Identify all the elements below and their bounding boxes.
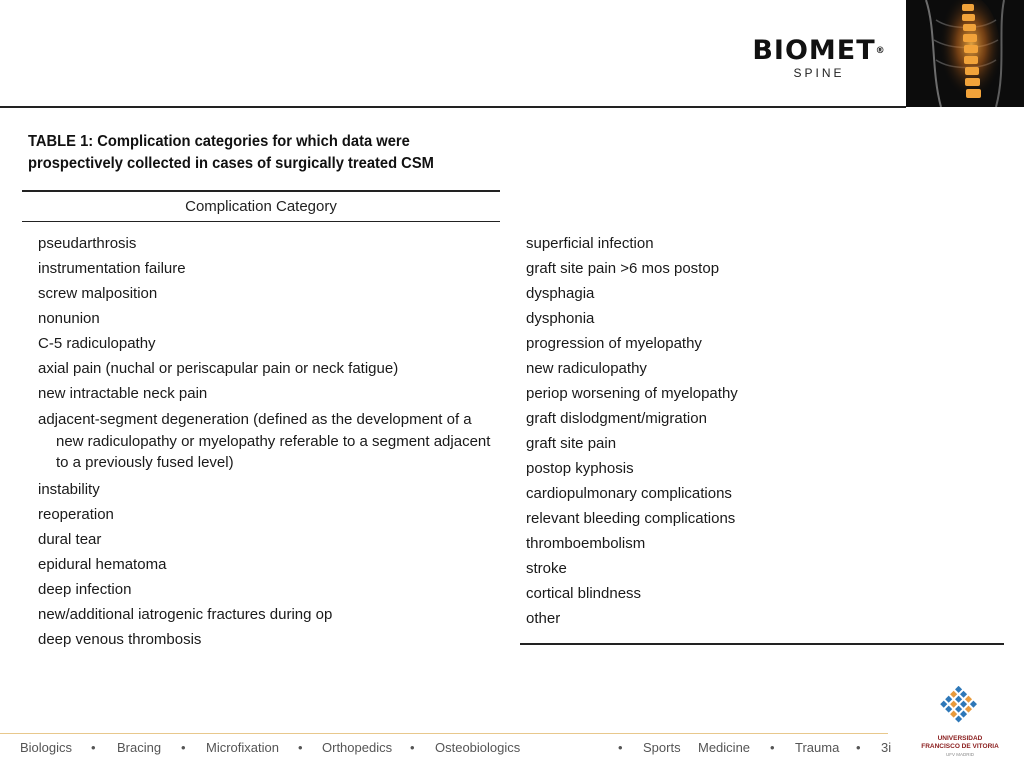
list-item: deep venous thrombosis <box>38 630 202 648</box>
table-title-line-2: prospectively collected in cases of surgically treated CSM <box>28 155 434 172</box>
footer-item-sports: Sports <box>643 740 681 755</box>
list-item: pseudarthrosis <box>38 235 137 252</box>
list-item: axial pain (nuchal or periscapular pain or neck fatigue) <box>38 360 399 377</box>
list-item: progression of myelopathy <box>526 335 702 352</box>
university-name-line-3: UFV MADRID <box>946 752 974 757</box>
table-bottom-rule <box>520 643 1004 645</box>
footer-separator: • <box>618 740 623 755</box>
list-item: instrumentation failure <box>38 260 186 277</box>
footer-separator: • <box>91 740 96 755</box>
header-divider <box>0 106 906 108</box>
complication-list-left <box>38 231 498 652</box>
table-title <box>28 131 434 175</box>
footer-separator: • <box>856 740 861 755</box>
list-item: thromboembolism <box>526 535 646 552</box>
footer-item-biologics: Biologics <box>20 740 73 755</box>
footer-separator: • <box>770 740 775 755</box>
list-item: reoperation <box>38 505 114 523</box>
list-item: graft site pain <box>526 435 617 452</box>
university-logo <box>915 686 1005 758</box>
footer-item-bracing: Bracing <box>117 740 162 755</box>
spine-xray-graphic <box>906 0 1024 107</box>
spine-xray-icon <box>906 0 1024 107</box>
brand-name: BIOMET <box>752 35 876 66</box>
list-item: cortical blindness <box>526 585 642 602</box>
list-item: periop worsening of myelopathy <box>526 385 738 402</box>
footer-item-microfixation: Microfixation <box>206 740 279 755</box>
footer-item-osteobiologics: Osteobiologics <box>435 740 521 755</box>
list-item: stroke <box>526 560 567 577</box>
list-item: epidural hematoma <box>38 555 167 573</box>
list-item: cardiopulmonary complications <box>526 485 732 502</box>
list-item: dysphonia <box>526 310 595 327</box>
list-item: graft site pain >6 mos postop <box>526 260 720 277</box>
column-header: Complication Category <box>185 198 337 215</box>
footer-item-medicine: Medicine <box>698 740 751 755</box>
list-item: graft dislodgment/migration <box>526 410 707 427</box>
list-item: other <box>526 610 561 627</box>
footer-item-orthopedics: Orthopedics <box>322 740 393 755</box>
list-item: C-5 radiculopathy <box>38 335 156 352</box>
list-item: new intractable neck pain <box>38 385 208 402</box>
table-top-rule <box>22 190 500 192</box>
footer-separator: • <box>181 740 186 755</box>
list-item: deep infection <box>38 580 132 598</box>
footer-separator: • <box>410 740 415 755</box>
registered-mark: ® <box>875 46 886 56</box>
footer-item-trauma: Trauma <box>795 740 840 755</box>
complication-list-right <box>526 231 996 631</box>
list-item: superficial infection <box>526 235 654 252</box>
list-item: postop kyphosis <box>526 460 634 477</box>
table-title-line-1: TABLE 1: Complication categories for which data were <box>28 133 410 150</box>
brand-division: SPINE <box>793 66 845 80</box>
list-item: relevant bleeding complications <box>526 510 736 527</box>
list-item: dural tear <box>38 530 102 548</box>
footer-item-3i: 3i <box>881 740 892 755</box>
university-name-line-1: UNIVERSIDAD <box>937 735 983 742</box>
list-item: dysphagia <box>526 285 595 302</box>
table-header-rule <box>22 221 500 222</box>
biomet-spine-logo <box>745 35 893 80</box>
footer-separator: • <box>298 740 303 755</box>
list-item: instability <box>38 480 100 498</box>
university-name-line-2: FRANCISCO DE VITORIA <box>921 743 999 750</box>
list-item: new radiculopathy <box>526 360 647 377</box>
list-item: new/additional iatrogenic fractures during op <box>38 605 333 623</box>
list-item: adjacent-segment degeneration (defined as the development of a new radiculopathy or myelopathy referable to a segment adjacent to a previously fused level) <box>38 411 491 471</box>
list-item: screw malposition <box>38 285 158 302</box>
list-item: nonunion <box>38 310 100 327</box>
footer-divider <box>0 733 888 734</box>
ufv-logo-icon <box>938 686 982 728</box>
